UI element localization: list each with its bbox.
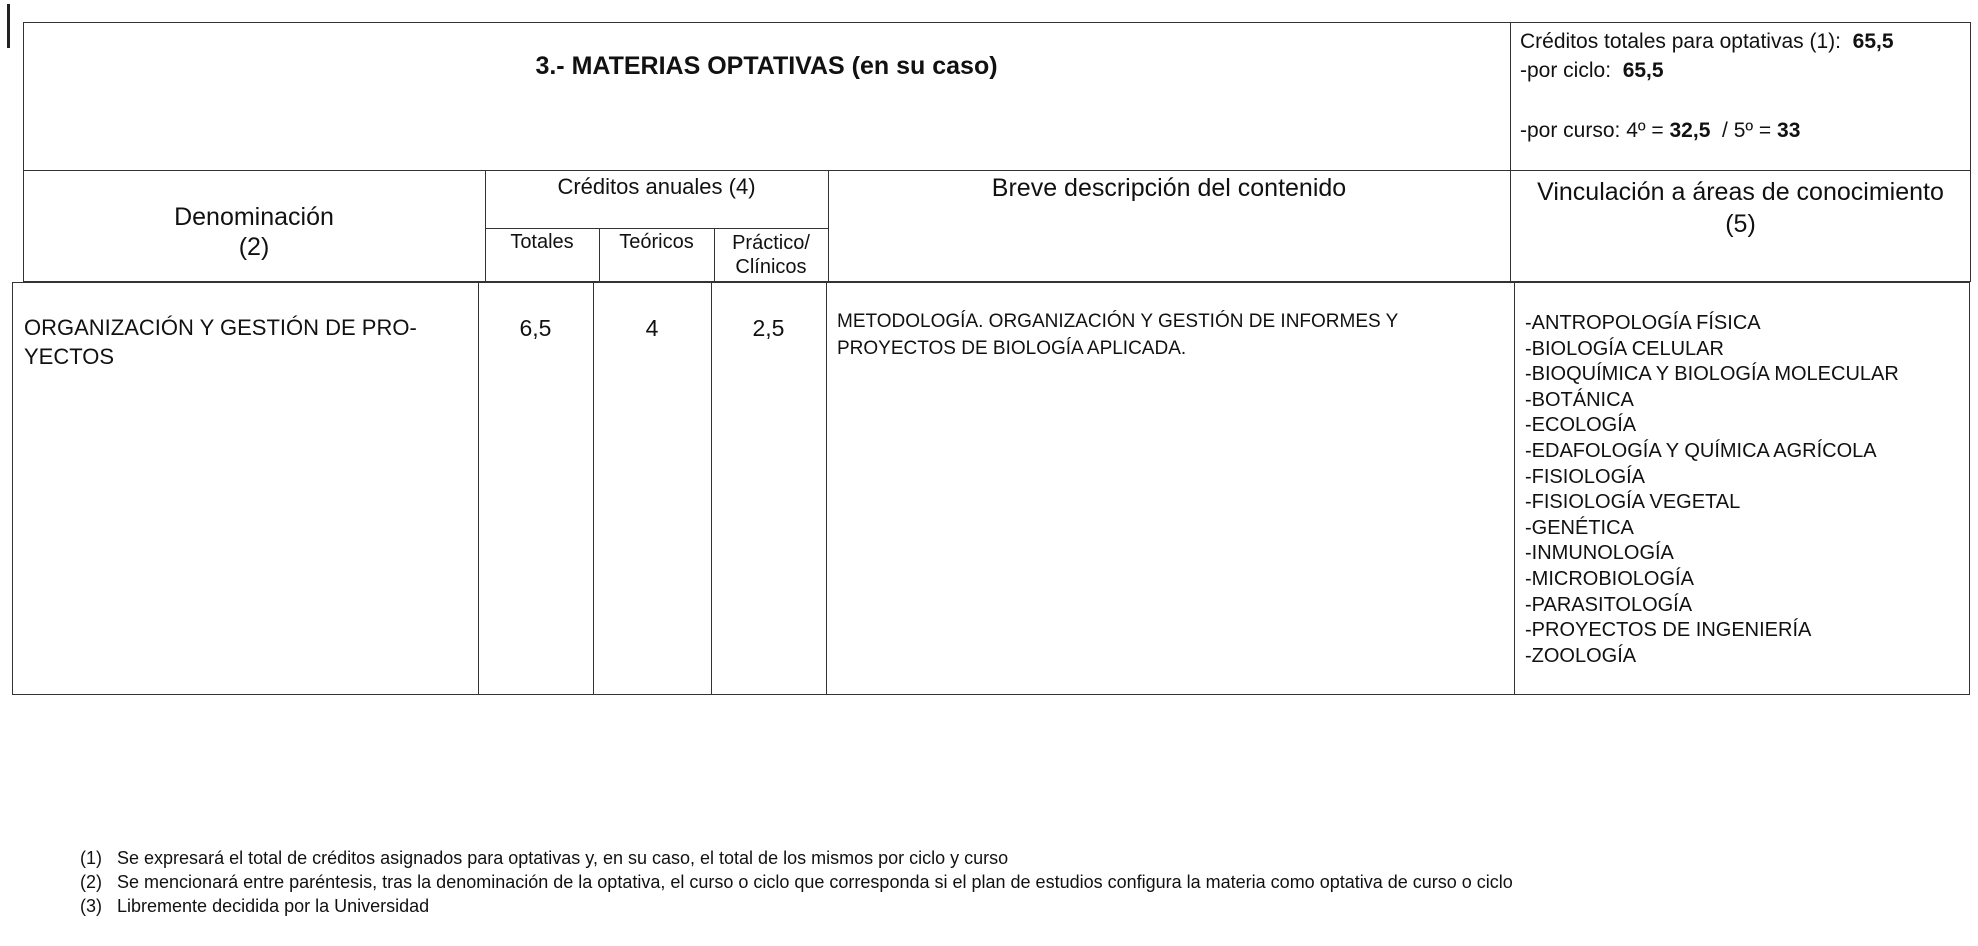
area-item: -ZOOLOGÍA: [1525, 644, 1637, 667]
por-curso-label: -por curso: 4º =: [1520, 119, 1664, 142]
por-ciclo-label: -por ciclo:: [1520, 59, 1612, 82]
header-denominacion: [23, 202, 485, 262]
area-item: -FISIOLOGÍA VEGETAL: [1525, 491, 1741, 514]
area-item: -BIOLOGÍA CELULAR: [1525, 337, 1724, 360]
area-item: -MICROBIOLOGÍA: [1525, 567, 1694, 590]
subject-name-line2: YECTOS: [24, 344, 115, 369]
header-totales: Totales: [510, 231, 574, 253]
section-title: 3.- MATERIAS OPTATIVAS (en su caso): [535, 52, 998, 80]
por-curso-sep: / 5º =: [1722, 119, 1772, 142]
por-curso-4-value: 32,5: [1669, 119, 1711, 142]
area-item: -PARASITOLOGÍA: [1525, 593, 1693, 616]
practico-label: Práctico/: [732, 232, 810, 254]
footnote-number: (2): [80, 872, 102, 892]
header-descripcion: Breve descripción del contenido: [991, 174, 1347, 202]
footnote-number: (3): [80, 896, 102, 916]
content-description: [837, 308, 1398, 362]
subject-name: [24, 313, 417, 371]
header-practico: [714, 231, 828, 279]
area-item: -INMUNOLOGÍA: [1525, 542, 1674, 565]
credits-total-value: 65,5: [1852, 30, 1894, 53]
area-item: -PROYECTOS DE INGENIERÍA: [1525, 619, 1812, 642]
footnote-2: [80, 870, 1513, 894]
clinicos-label: Clínicos: [735, 256, 807, 278]
footnote-number: (1): [80, 848, 102, 868]
description-line1: METODOLOGÍA. ORGANIZACIÓN Y GESTIÓN DE INFORMES Y: [837, 311, 1399, 332]
denominacion-note: (2): [238, 233, 270, 261]
denominacion-label: Denominación: [174, 203, 334, 231]
description-line2: PROYECTOS DE BIOLOGÍA APLICADA.: [837, 338, 1187, 359]
credits-total-label: Créditos totales para optativas (1):: [1520, 30, 1841, 53]
credits-teoricos: 4: [645, 315, 659, 341]
area-item: -EDAFOLOGÍA Y QUÍMICA AGRÍCOLA: [1525, 439, 1877, 462]
footnote-3: [80, 894, 1513, 918]
footnotes: [80, 846, 1513, 918]
credits-total-line: [1520, 27, 1894, 56]
area-item: -ANTROPOLOGÍA FÍSICA: [1525, 312, 1761, 334]
header-creditos: Créditos anuales (4): [557, 174, 756, 199]
area-item: -BIOQUÍMICA Y BIOLOGÍA MOLECULAR: [1525, 363, 1899, 386]
credits-summary: [1520, 27, 1894, 145]
footnote-1: [80, 846, 1513, 870]
header-teoricos: Teóricos: [619, 231, 694, 253]
por-curso-line: [1520, 116, 1894, 145]
credits-practicos: 2,5: [752, 315, 785, 341]
vinculacion-label: Vinculación a áreas de conocimiento: [1537, 178, 1944, 206]
area-item: -GENÉTICA: [1525, 516, 1634, 539]
footnote-text: Se mencionará entre paréntesis, tras la denominación de la optativa, el curso o ciclo que corresponda si el plan de estudios configura la materia como optativa de curso o ciclo: [117, 872, 1513, 892]
footnote-text: Libremente decidida por la Universidad: [117, 896, 430, 916]
knowledge-areas-list: [1525, 311, 1899, 669]
credits-totales: 6,5: [519, 315, 552, 341]
subject-name-line1: ORGANIZACIÓN Y GESTIÓN DE PRO-: [24, 315, 417, 340]
area-item: -ECOLOGÍA: [1525, 414, 1637, 437]
margin-mark: [7, 4, 10, 48]
area-item: -FISIOLOGÍA: [1525, 465, 1646, 488]
area-item: -BOTÁNICA: [1525, 388, 1634, 411]
footnote-text: Se expresará el total de créditos asignados para optativas y, en su caso, el total de los mismos por ciclo y curso: [117, 848, 1009, 868]
por-curso-5-value: 33: [1777, 119, 1801, 142]
por-ciclo-line: [1520, 56, 1894, 85]
por-ciclo-value: 65,5: [1622, 59, 1664, 82]
vinculacion-note: (5): [1725, 210, 1756, 238]
header-vinculacion: [1510, 176, 1971, 240]
